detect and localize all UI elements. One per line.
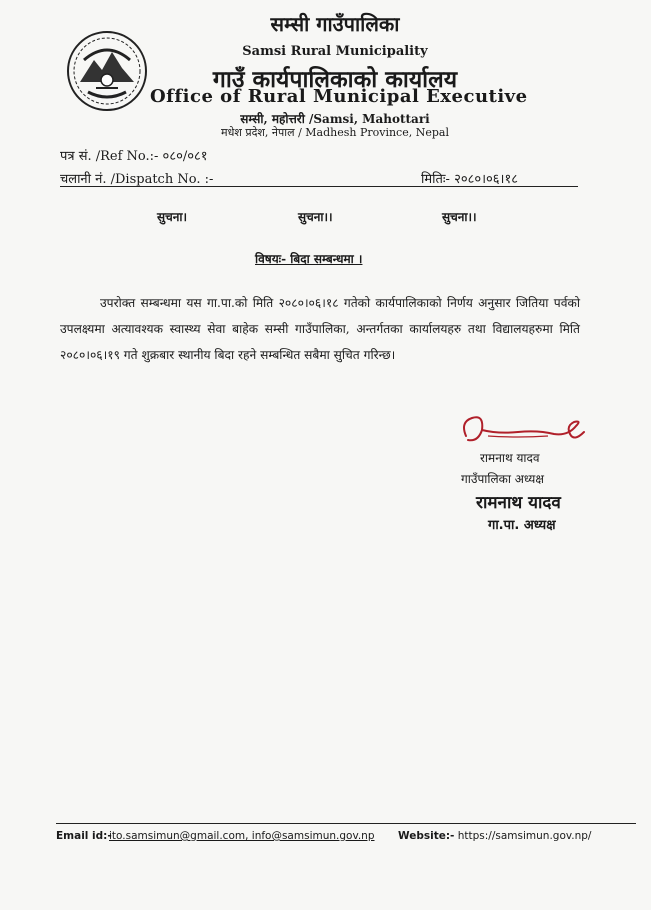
signatory-title: गाउँपालिका अध्यक्ष — [461, 472, 544, 486]
website-label: Website:- — [398, 830, 455, 842]
website-link[interactable]: https://samsimun.gov.np/ — [457, 830, 592, 842]
signatory-name: रामनाथ यादव — [480, 451, 540, 465]
dispatch-number: चलानी नं. /Dispatch No. :- — [60, 172, 214, 187]
office-address: सम्सी, महोत्तरी /Samsi, Mahottari — [240, 112, 430, 126]
dispatch-underline — [60, 186, 578, 187]
letter-date: मितिः- २०८०।०६।१८ — [421, 172, 519, 187]
municipality-name-np: सम्सी गाउँपालिका — [270, 12, 400, 36]
footer-divider — [56, 823, 636, 824]
notice-label-1: सुचना। — [157, 210, 188, 224]
email-label: Email id:- — [56, 830, 112, 842]
office-name-en: Office of Rural Municipal Executive — [150, 86, 528, 107]
handwritten-signature — [458, 412, 588, 450]
notice-label-2: सुचना।। — [298, 210, 333, 224]
website — [398, 830, 591, 842]
letter-subject: विषयः- बिदा सम्बन्धमा । — [255, 252, 363, 266]
nepal-emblem-icon — [66, 30, 148, 112]
email-link[interactable]: ito.samsimun@gmail.com, info@samsimun.gov.np — [109, 830, 375, 842]
stamp-title: गा.पा. अध्यक्ष — [488, 518, 556, 533]
stamp-name: रामनाथ यादव — [476, 493, 561, 513]
notice-label-3: सुचना।। — [442, 210, 477, 224]
office-province: मधेश प्रदेश, नेपाल / Madhesh Province, Nepal — [221, 126, 449, 139]
office-name-np: गाउँ कार्यपालिकाको कार्यालय — [212, 66, 458, 93]
letter-body: उपरोक्त सम्बन्धमा यस गा.पा.को मिति २०८०।०६।१८ गतेको कार्यपालिकाको निर्णय अनुसार जितिया पर्वको उपलक्ष्यमा अत्यावश्यक स्वास्थ्य सेवा बाहेक सम्सी गाउँपालिका, अन्तर्गतका कार्यालयहरु तथा विद्यालयहरुमा मिति २०८०।०६।१९ गते शुक्रबार स्थानीय बिदा रहने सम्बन्धित सबैमा सुचित गरिन्छ। — [60, 296, 580, 362]
reference-number: पत्र सं. /Ref No.:- ०८०/०८१ — [60, 149, 208, 164]
municipality-name-en: Samsi Rural Municipality — [242, 44, 428, 59]
